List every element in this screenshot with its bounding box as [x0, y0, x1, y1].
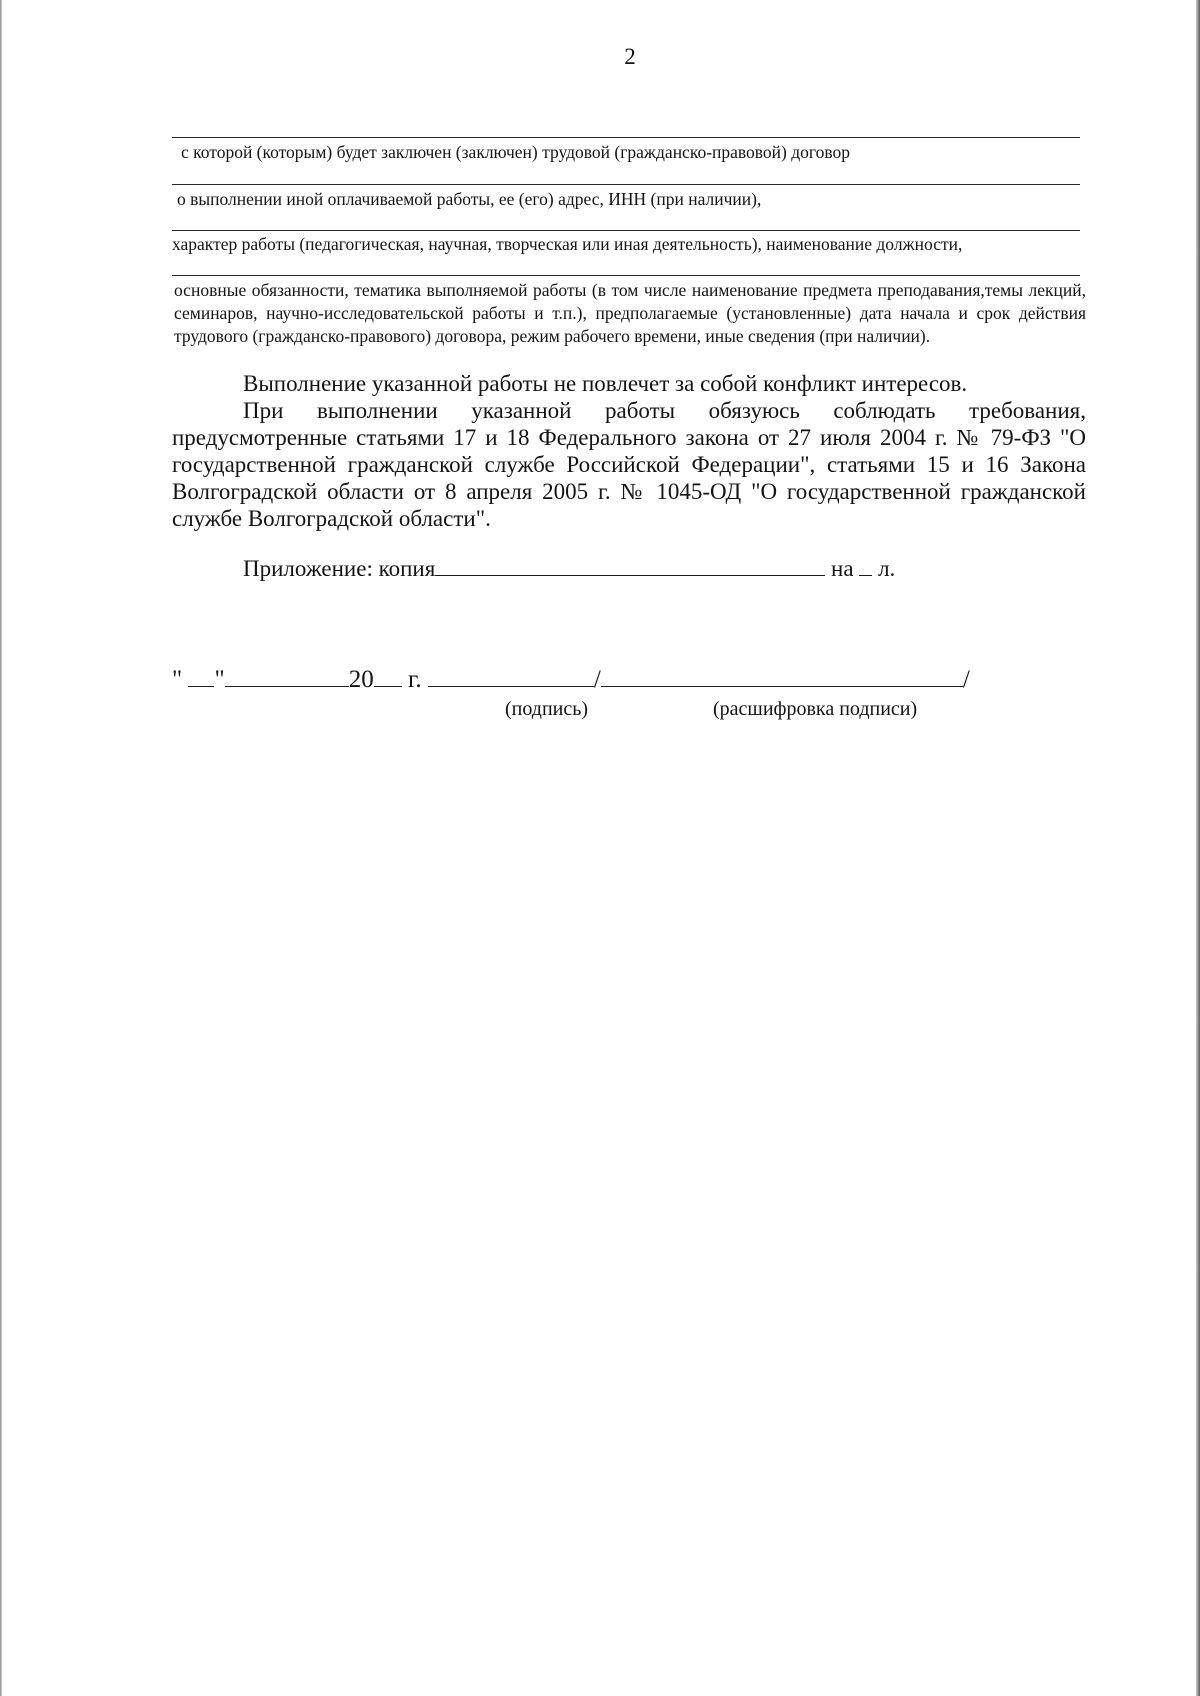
signature-blank[interactable]	[428, 664, 594, 687]
scan-edge-right	[1196, 0, 1200, 1696]
day-quote-close: "	[214, 666, 225, 693]
field-caption-employer: с которой (которым) будет заключен (заключен) трудовой (гражданско-правовой) договор	[181, 142, 851, 162]
field-caption-work-type: характер работы (педагогическая, научная, творческая или иная деятельность), наименование должности,	[172, 234, 963, 254]
obligation-text: выполнении указанной работы обязуюсь соблюдать требования, предусмотренные статьями 17 и 18 Федерального закона от 27 июля 2004 г. № 79-ФЗ "О государственной гражданской службе Российской Федерации", статьями 15 и 16 Закона Волгоградской области от 8 апреля 2005 г. № 1045-ОД "О государственной гражданской службе Волгоградской области".	[172, 398, 1087, 531]
date-signature-line	[172, 664, 970, 695]
obligation-first-word: При	[243, 398, 284, 423]
page-number: 2	[624, 44, 636, 69]
year-blank[interactable]	[374, 664, 402, 687]
field-caption-address: о выполнении иной оплачиваемой работы, ее (его) адрес, ИНН (при наличии),	[177, 189, 762, 209]
month-blank[interactable]	[225, 664, 349, 687]
fill-line-address	[172, 184, 1080, 185]
signature-decoding-caption: (расшифровка подписи)	[713, 698, 918, 720]
year-suffix: г.	[407, 666, 422, 693]
no-conflict-paragraph: Выполнение указанной работы не повлечет за собой конфликт интересов.	[243, 371, 968, 396]
fill-line-employer	[172, 137, 1080, 138]
signature-caption: (подпись)	[505, 698, 589, 720]
attachment-mid: на	[831, 556, 854, 581]
signature-decoding-blank[interactable]	[601, 664, 963, 687]
signature-slash-right: /	[962, 666, 970, 693]
fill-line-duties	[172, 275, 1080, 276]
year-prefix: 20	[348, 666, 374, 693]
obligation-paragraph	[172, 397, 1086, 532]
attachment-suffix: л.	[878, 556, 896, 581]
attachment-pages-blank[interactable]	[859, 553, 872, 576]
fill-line-work-type	[172, 230, 1080, 231]
day-blank[interactable]	[188, 664, 214, 687]
signature-slash-left: /	[593, 666, 601, 693]
scan-edge-left	[0, 0, 2, 1696]
attachment-prefix: Приложение: копия	[243, 556, 436, 581]
day-quote-open: "	[172, 666, 183, 693]
attachment-line	[243, 553, 895, 583]
attachment-copy-blank[interactable]	[435, 553, 825, 576]
field-caption-duties: основные обязанности, тематика выполняемой работы (в том числе наименование предмета преподавания,темы лекций, семинаров, научно-исследовательской работы и т.п.), предполагаемые (установленные) дата начала и срок действия трудового (гражданско-правового) договора, режим рабочего времени, иные сведения (при наличии).	[174, 280, 1086, 346]
